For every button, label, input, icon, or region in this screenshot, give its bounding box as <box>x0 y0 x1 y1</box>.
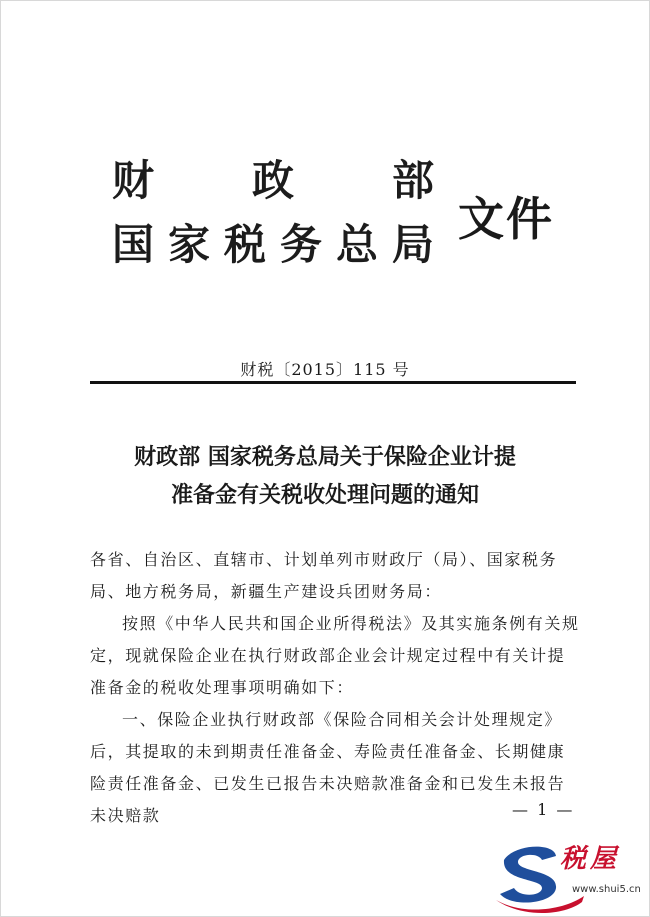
document-number: 财税〔2015〕115 号 <box>240 360 410 379</box>
article-one-paragraph: 一、保险企业执行财政部《保险合同相关会计处理规定》后，其提取的未到期责任准备金、寿险责任准备金、长期健康险责任准备金、已发生已报告未决赔款准备金和已发生未报告未决赔款 <box>90 710 566 825</box>
issuer-char: 务 <box>279 220 322 269</box>
document-type-label: 文件 <box>458 192 554 246</box>
issuer-char: 局 <box>391 220 434 269</box>
issuer-line-finance-ministry <box>112 148 434 208</box>
issuer-char: 家 <box>167 220 210 269</box>
issuer-char: 政 <box>251 156 294 205</box>
page-number: — 1 — <box>512 800 575 819</box>
intro-paragraph: 按照《中华人民共和国企业所得税法》及其实施条例有关规定，现就保险企业在执行财政部企业会计规定过程中有关计提准备金的税收处理事项明确如下： <box>90 614 580 697</box>
document-title-line-2: 准备金有关税收处理问题的通知 <box>170 482 479 508</box>
watermark-url: www.shui5.cn <box>572 884 641 895</box>
issuer-char: 税 <box>223 220 266 269</box>
issuer-char: 部 <box>391 156 434 205</box>
logo-s-shape <box>500 847 556 903</box>
addressee-paragraph: 各省、自治区、直辖市、计划单列市财政厅（局）、国家税务局、地方税务局，新疆生产建设兵团财务局： <box>90 550 558 601</box>
issuer-char: 国 <box>112 220 155 269</box>
header-divider <box>90 381 576 384</box>
issuer-line-tax-bureau <box>112 212 434 272</box>
issuer-char: 总 <box>335 220 378 269</box>
document-title-line-1: 财政部 国家税务总局关于保险企业计提 <box>134 444 516 470</box>
issuer-char: 财 <box>112 156 155 205</box>
watermark-text: 税屋 <box>560 844 621 874</box>
